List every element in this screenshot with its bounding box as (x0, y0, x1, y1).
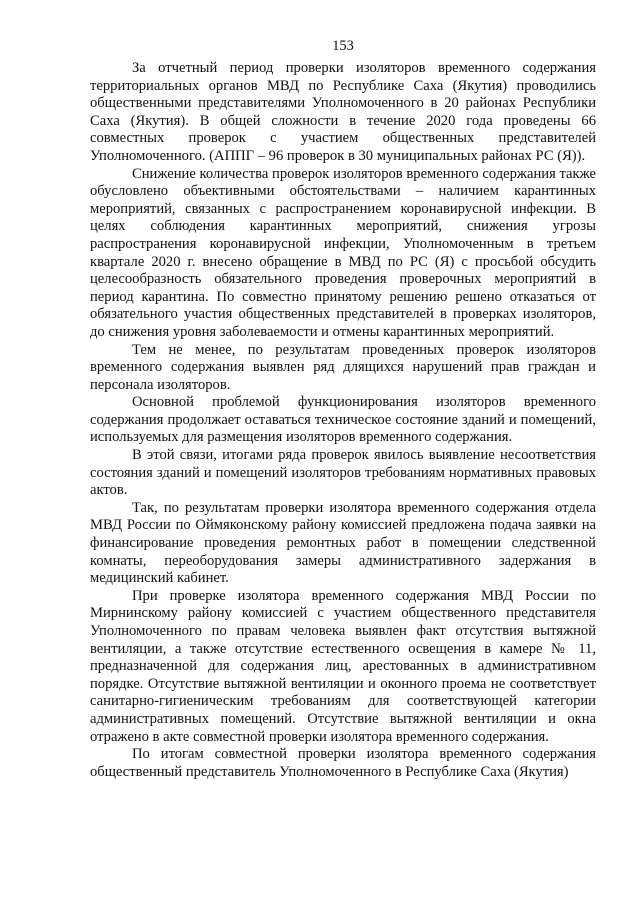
paragraph-mirny: При проверке изолятора временного содержания МВД России по Мирнинскому району комиссией с участием общественного представителя Уполномоченного по правам человека выявлен факт отсутствия вытяжной вентиляции, а также отсутствие естественного освещения в камере № 11, предназначенной для содержания лиц, арестованных в административном порядке. Отсутствие вытяжной вентиляции и оконного проема не соответствует санитарно-гигиеническим требованиям для соответствующей категории административных помещений. Отсутствие вытяжной вентиляции и окна отражено в акте совместной проверки изолятора временного содержания. (90, 587, 596, 745)
paragraph-non-compliance: В этой связи, итогами ряда проверок явилось выявление несоответствия состояния зданий и помещений изоляторов требованиям нормативных правовых актов. (90, 447, 596, 499)
document-page (90, 0, 596, 905)
document-body (90, 60, 596, 781)
page-number: 153 (332, 38, 354, 54)
paragraph-inspections-count: За отчетный период проверки изоляторов временного содержания территориальных органов МВД по Республике Саха (Якутия) проводились общественными представителями Уполномоченного в 20 районах Республики Саха (Якутия). В общей сложности в течение 2020 года проведены 66 совместных проверок с участием общественных представителей Уполномоченного. (АППГ – 96 проверок в 30 муниципальных районах РС (Я)). (90, 60, 596, 164)
paragraph-violations: Тем не менее, по результатам проведенных проверок изоляторов временного содержания выявлен ряд длящихся нарушений прав граждан и персонала изоляторов. (90, 341, 596, 393)
paragraph-quarantine: Снижение количества проверок изоляторов временного содержания также обусловлено объективными обстоятельствами – наличием карантинных мероприятий, связанных с распространением коронавирусной инфекции. В целях соблюдения карантинных мероприятий, снижения угрозы распространения коронавирусной инфекции, Уполномоченным в третьем квартале 2020 г. внесено обращение в МВД по РС (Я) с просьбой обсудить целесообразность обязательного проведения проверочных мероприятий в период карантина. По совместно принятому решению решено отказаться от обязательного участия общественных представителей в проверках изоляторов, до снижения уровня заболеваемости и отмены карантинных мероприятий. (90, 165, 596, 340)
paragraph-oymyakon: Так, по результатам проверки изолятора временного содержания отдела МВД России по Оймяконскому району комиссией предложена подача заявки на финансирование проведения ремонтных работ в помещении следственной комнаты, переоборудования замеры административного задержания в медицинский кабинет. (90, 499, 596, 587)
paragraph-main-problem: Основной проблемой функционирования изоляторов временного содержания продолжает оставаться техническое состояние зданий и помещений, используемых для размещения изоляторов временного содержания. (90, 394, 596, 446)
paragraph-joint-inspection: По итогам совместной проверки изолятора временного содержания общественный представитель Уполномоченного в Республике Саха (Якутия) (90, 746, 596, 780)
